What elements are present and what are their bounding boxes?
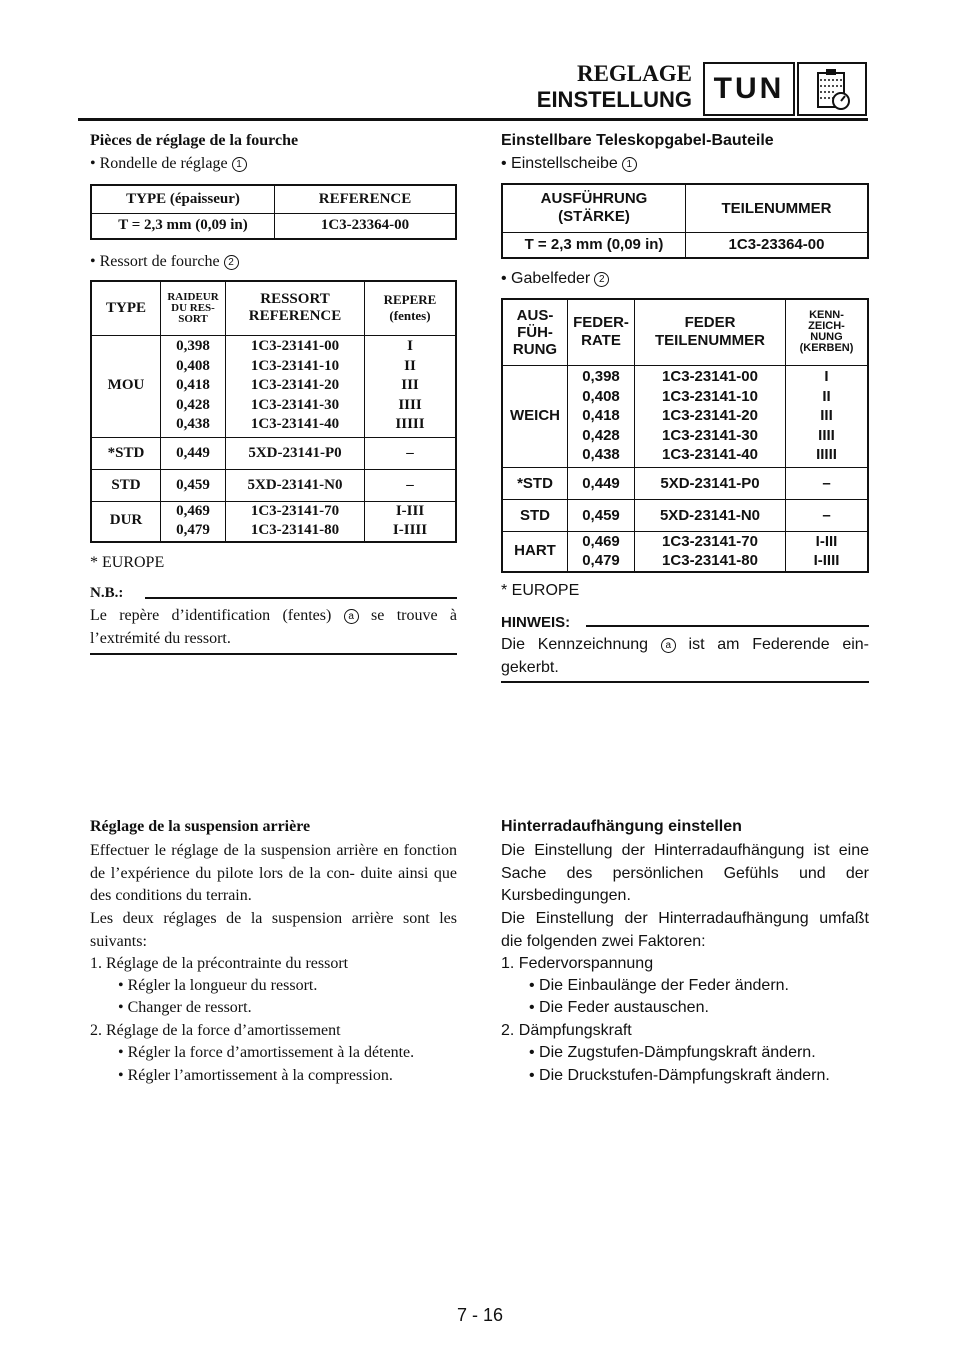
europe-note-de: * EUROPE (501, 582, 580, 599)
callout-2: 2 (224, 255, 239, 270)
page-number: 7 - 16 (456, 1305, 504, 1325)
table-cell: 0,459 (161, 469, 226, 501)
table-header: TEILENUMMER (686, 184, 869, 232)
header-rule (78, 118, 868, 121)
table-header: KENN- ZEICH- NUNG (KERBEN) (786, 299, 869, 365)
table-header: AUS- FÜH- RUNG (502, 299, 568, 365)
table-cell: – (365, 437, 457, 469)
table-cell: 1C3-23141-00 1C3-23141-10 1C3-23141-20 1C3-23141-30 1C3-23141-40 (635, 365, 786, 467)
table-cell: DUR (91, 501, 161, 542)
header-title-fr: REGLAGE (576, 61, 692, 86)
list-item: • Die Einbaulänge der Feder ändern. (529, 977, 789, 994)
list-item: 2. Réglage de la force d’amortissement (90, 1022, 341, 1039)
washer-table-fr (90, 184, 457, 240)
washer-table-de (501, 183, 869, 259)
table-cell: *STD (502, 467, 568, 499)
table-cell: 0,449 (161, 437, 226, 469)
list-item: • Changer de ressort. (118, 999, 252, 1016)
table-cell: T = 2,3 mm (0,09 in) (502, 232, 686, 258)
table-header: RAIDEUR DU RES- SORT (161, 281, 226, 335)
rear-p1-fr: Effectuer le réglage de la suspension arrière en fonction de l’expérience du pilote lors de la con- duite ainsi que des conditions du terrain. (90, 842, 457, 904)
table-cell: 5XD-23141-P0 (635, 467, 786, 499)
spring-label-text: Ressort de fourche (99, 253, 220, 270)
table-cell: I II III IIII IIIII (365, 335, 457, 437)
table-cell: 0,459 (568, 499, 635, 531)
table-cell: T = 2,3 mm (0,09 in) (91, 213, 275, 239)
table-header: FEDER- RATE (568, 299, 635, 365)
table-cell: – (365, 469, 457, 501)
list-item: • Régler la force d’amortissement à la détente. (118, 1044, 415, 1061)
washer-label-fr: • Rondelle de réglage 1 (90, 153, 247, 176)
rear-p2-fr: Les deux réglages de la suspension arrière sont les suivants: (90, 910, 457, 950)
hinweis-rule-bottom (501, 681, 869, 683)
table-cell: MOU (91, 335, 161, 437)
hinweis-text: Die Kennzeichnung a ist am Federende ein- gekerbt. (501, 636, 869, 676)
list-item: • Die Zugstufen-Dämpfungskraft ändern. (529, 1044, 816, 1061)
washer-label-text: Einstellscheibe (511, 155, 618, 172)
table-cell: 0,469 0,479 (161, 501, 226, 542)
fork-heading-fr: Pièces de réglage de la fourche (90, 132, 299, 149)
table-header: RESSORT REFERENCE (226, 281, 365, 335)
nb-rule-bottom (90, 653, 457, 655)
table-cell: STD (502, 499, 568, 531)
fork-heading-de: Einstellbare Teleskopgabel-Bauteile (501, 132, 774, 149)
spring-label-text: Gabelfeder (511, 270, 591, 287)
section-code: TUN (713, 72, 785, 105)
table-cell: 5XD-23141-P0 (226, 437, 365, 469)
table-cell: – (786, 467, 869, 499)
callout-1: 1 (232, 157, 247, 172)
list-item: • Régler la longueur du ressort. (118, 977, 318, 994)
callout-2: 2 (594, 272, 609, 287)
table-header: REFERENCE (275, 185, 457, 213)
table-cell: 0,469 0,479 (568, 531, 635, 572)
spring-table-fr (90, 280, 457, 543)
table-cell: STD (91, 469, 161, 501)
marker-a: a (661, 638, 676, 653)
table-cell: 5XD-23141-N0 (635, 499, 786, 531)
table-header: TYPE (épaisseur) (91, 185, 275, 213)
list-item: 1. Federvorspannung (501, 955, 654, 972)
rear-p2-de: Die Einstellung der Hinterradaufhängung umfaßt die folgenden zwei Faktoren: (501, 910, 869, 950)
table-cell: I-III I-IIII (365, 501, 457, 542)
hinweis-rule-top (586, 625, 869, 627)
spring-table-de (501, 298, 869, 573)
table-cell: 1C3-23364-00 (686, 232, 869, 258)
table-cell: HART (502, 531, 568, 572)
header-title-de: EINSTELLUNG (536, 87, 692, 112)
table-cell: *STD (91, 437, 161, 469)
section-code-box (703, 62, 795, 116)
table-cell: WEICH (502, 365, 568, 467)
table-cell: 0,449 (568, 467, 635, 499)
marker-a: a (344, 609, 359, 624)
table-cell: 1C3-23141-70 1C3-23141-80 (226, 501, 365, 542)
table-header: AUSFÜHRUNG (STÄRKE) (502, 184, 686, 232)
list-item: 2. Dämpfungskraft (501, 1022, 632, 1039)
table-cell: I-III I-IIII (786, 531, 869, 572)
table-cell: 1C3-23141-70 1C3-23141-80 (635, 531, 786, 572)
washer-label-text: Rondelle de réglage (99, 155, 228, 172)
list-item: • Die Druckstufen-Dämpfungskraft ändern. (529, 1067, 830, 1084)
table-cell: 0,398 0,408 0,418 0,428 0,438 (161, 335, 226, 437)
europe-note-fr: * EUROPE (90, 554, 165, 571)
table-cell: – (786, 499, 869, 531)
table-cell: 5XD-23141-N0 (226, 469, 365, 501)
rear-heading-de: Hinterradaufhängung einstellen (501, 818, 742, 835)
hinweis-title: HINWEIS: (501, 614, 571, 631)
nb-title: N.B.: (90, 585, 124, 601)
spring-label-fr: • Ressort de fourche 2 (90, 251, 239, 274)
table-cell: I II III IIII IIIII (786, 365, 869, 467)
rear-heading-fr: Réglage de la suspension arrière (90, 818, 311, 835)
rear-p1-de: Die Einstellung der Hinterradaufhängung ist eine Sache des persönlichen Gefühls und der Kursbedingungen. (501, 842, 869, 904)
table-header: REPERE (fentes) (365, 281, 457, 335)
list-item: • Régler l’amortissement à la compression. (118, 1067, 393, 1084)
tuning-clipboard-icon (797, 62, 867, 116)
list-item: 1. Réglage de la précontrainte du ressort (90, 955, 349, 972)
callout-1: 1 (622, 157, 637, 172)
nb-text: Le repère d’identification (fentes) a se trouve à l’extrémité du ressort. (90, 607, 458, 647)
washer-label-de: • Einstellscheibe 1 (501, 153, 637, 176)
table-header: TYPE (91, 281, 161, 335)
table-cell: 1C3-23364-00 (275, 213, 457, 239)
table-cell: 1C3-23141-00 1C3-23141-10 1C3-23141-20 1C3-23141-30 1C3-23141-40 (226, 335, 365, 437)
spring-label-de: • Gabelfeder 2 (501, 268, 609, 291)
table-header: FEDER TEILENUMMER (635, 299, 786, 365)
list-item: • Die Feder austauschen. (529, 999, 709, 1016)
table-cell: 0,398 0,408 0,418 0,428 0,438 (568, 365, 635, 467)
nb-rule-top (145, 597, 457, 599)
